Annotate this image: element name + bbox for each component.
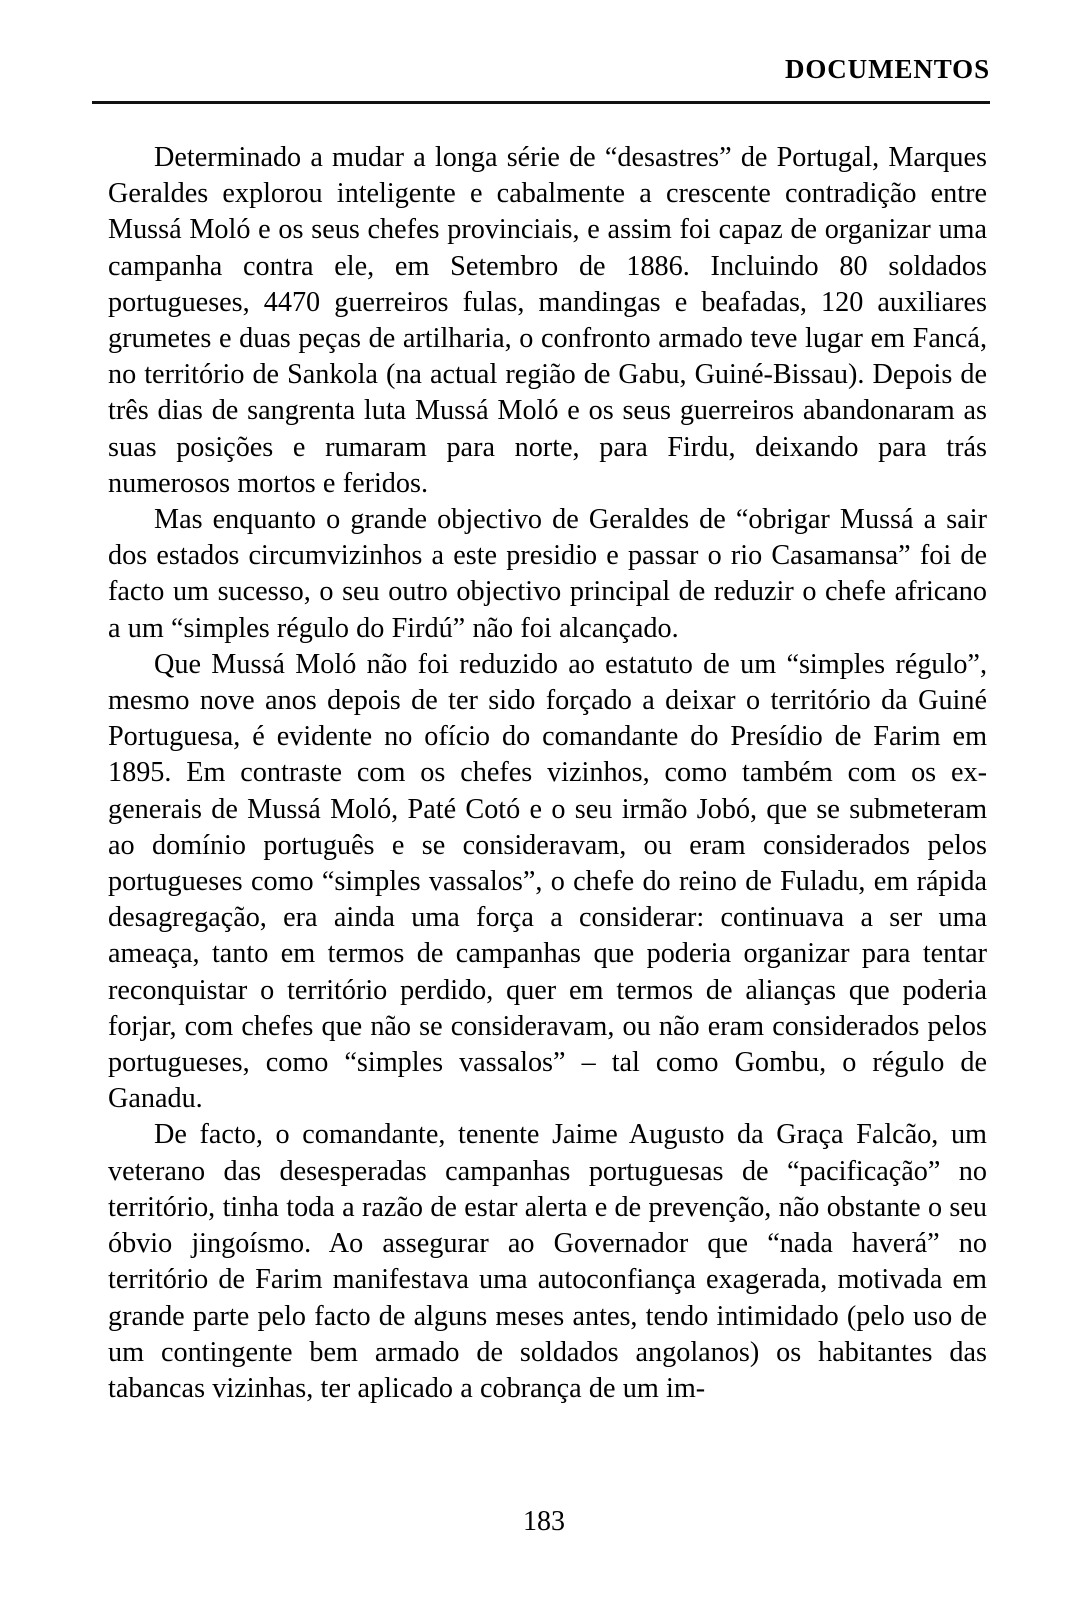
body-text-block bbox=[108, 140, 987, 1407]
page-number: 183 bbox=[523, 1506, 565, 1537]
running-head: DOCUMENTOS bbox=[784, 54, 990, 84]
paragraph: Mas enquanto o grande objectivo de Geraldes de “obrigar Mussá a sair dos estados circumvizinhos a este presidio e passar o rio Casamansa” foi de facto um sucesso, o seu outro objectivo principal de reduzir o chefe africano a um “simples régulo do Firdú” não foi alcançado. bbox=[108, 504, 987, 644]
paragraph: De facto, o comandante, tenente Jaime Augusto da Graça Falcão, um veterano das desesperadas campanhas portuguesas de “pacificação” no território, tinha toda a razão de estar alerta e de prevenção, não obstante o seu óbvio jingoísmo. Ao assegurar ao Governador que “nada haverá” no território de Farim manifestava uma autoconfiança exagerada, motivada em grande parte pelo facto de alguns meses antes, tendo intimidado (pelo uso de um contingente bem armado de soldados angolanos) os habitantes das tabancas vizinhas, ter aplicado a cobrança de um im- bbox=[108, 1119, 987, 1404]
header-rule bbox=[92, 101, 990, 104]
paragraph: Determinado a mudar a longa série de “desastres” de Portugal, Marques Geraldes explorou inteligente e cabalmente a crescente contradição entre Mussá Moló e os seus chefes provinciais, e assim foi capaz de organizar uma campanha contra ele, em Setembro de 1886. Incluindo 80 soldados portugueses, 4470 guerreiros fulas, mandingas e beafadas, 120 auxiliares grumetes e duas peças de artilharia, o confronto armado teve lugar em Fancá, no território de Sankola (na actual região de Gabu, Guiné-Bissau). Depois de três dias de sangrenta luta Mussá Moló e os seus guerreiros abandonaram as suas posições e rumaram para norte, para Firdu, deixando para trás numerosos mortos e feridos. bbox=[108, 142, 987, 499]
paragraph: Que Mussá Moló não foi reduzido ao estatuto de um “simples régulo”, mesmo nove anos depois de ter sido forçado a deixar o território da Guiné Portuguesa, é evidente no ofício do comandante do Presídio de Farim em 1895. Em contraste com os chefes vizinhos, como também com os ex-generais de Mussá Moló, Paté Cotó e o seu irmão Jobó, que se submeteram ao domínio português e se consideravam, ou eram considerados pelos portugueses como “simples vassalos”, o chefe do reino de Fuladu, em rápida desagregação, era ainda uma força a considerar: continuava a ser uma ameaça, tanto em termos de campanhas que poderia organizar para tentar reconquistar o território perdido, quer em termos de alianças que poderia forjar, com chefes que não se consideravam, ou não eram considerados pelos portugueses, como “simples vassalos” – tal como Gombu, o régulo de Ganadu. bbox=[108, 648, 987, 1115]
